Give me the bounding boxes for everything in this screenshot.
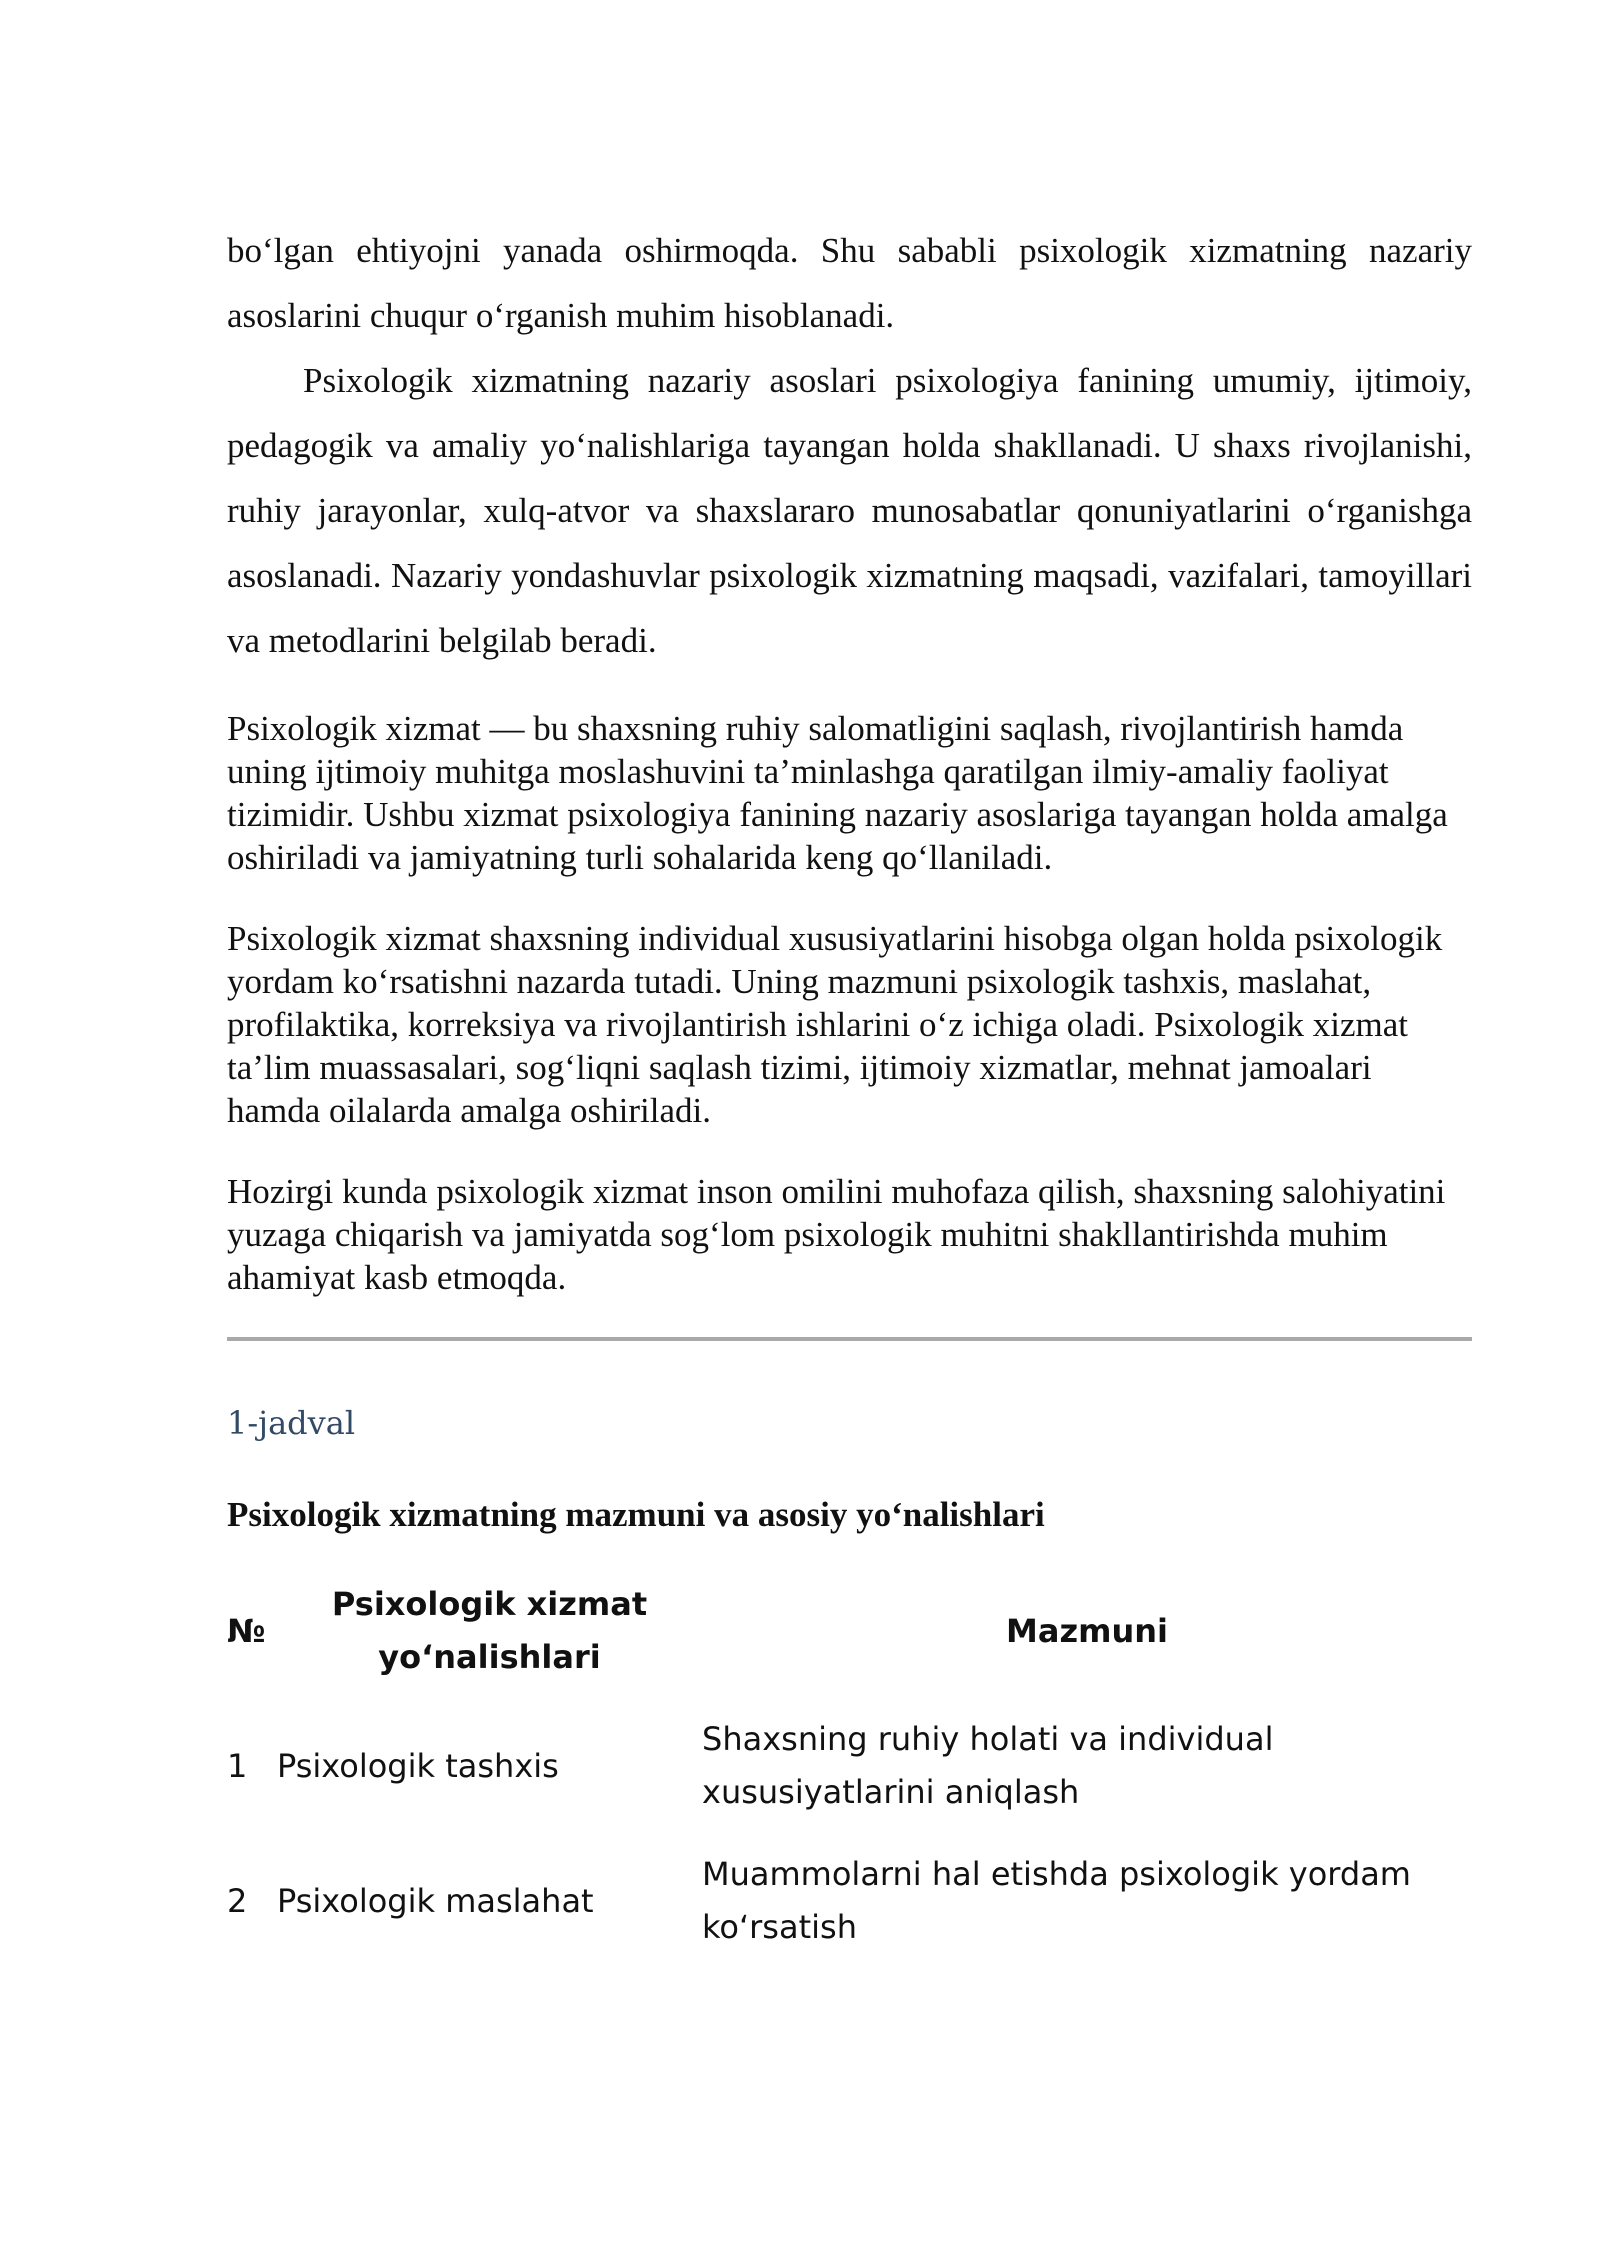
row-direction: Psixologik tashxis: [277, 1746, 559, 1785]
paragraph-importance: Hozirgi kunda psixologik xizmat inson omilini muhofaza qilish, shaxsning salohiyatini yuzaga chiqarish va jamiyatda sog‘lom psixologik muhitni shakllantirishda muhim ahamiyat kasb etmoqda.: [227, 1172, 1446, 1297]
table-title: Psixologik xizmatning mazmuni va asosiy yo‘nalishlari: [227, 1495, 1045, 1534]
table-header-row: [227, 1571, 1472, 1691]
row-number: 2: [227, 1881, 248, 1920]
row-content: Shaxsning ruhiy holati va individual xususiyatlarini aniqlash: [702, 1720, 1274, 1811]
header-direction: Psixologik xizmat yo‘nalishlari: [331, 1585, 648, 1676]
row-direction: Psixologik maslahat: [277, 1881, 594, 1920]
document-page: [227, 218, 1472, 1961]
header-content: Mazmuni: [1006, 1611, 1168, 1650]
row-content: Muammolarni hal etishda psixologik yordam ko‘rsatish: [702, 1855, 1411, 1946]
row-number: 1: [227, 1746, 248, 1785]
directions-table: [227, 1571, 1472, 1961]
paragraph-definition: Psixologik xizmat — bu shaxsning ruhiy salomatligini saqlash, rivojlantirish hamda uning ijtimoiy muhitga moslashuvini ta’minlashga qaratilgan ilmiy-amaliy faoliyat tizimidir. Ushbu xizmat psixologiya fanining nazariy asoslariga tayangan holda amalga oshiriladi va jamiyatning turli sohalarida keng qo‘llaniladi.: [227, 709, 1448, 877]
paragraph-intro-continuation: bo‘lgan ehtiyojni yanada oshirmoqda. Shu sababli psixologik xizmatning nazariy asoslarini chuqur o‘rganish muhim hisoblanadi.: [227, 231, 1472, 335]
header-number: №: [227, 1611, 266, 1650]
horizontal-divider: [227, 1337, 1472, 1341]
paragraph-content: Psixologik xizmat shaxsning individual xususiyatlarini hisobga olgan holda psixologik yordam ko‘rsatishni nazarda tutadi. Uning mazmuni psixologik tashxis, maslahat, profilaktika, korreksiya va rivojlantirish ishlarini o‘z ichiga oladi. Psixologik xizmat ta’lim muassasalari, sog‘liqni saqlash tizimi, ijtimoiy xizmatlar, mehnat jamoalari hamda oilalarda amalga oshiriladi.: [227, 919, 1443, 1130]
paragraph-theoretical-foundations: Psixologik xizmatning nazariy asoslari psixologiya fanining umumiy, ijtimoiy, pedagogik va amaliy yo‘nalishlariga tayangan holda shakllanadi. U shaxs rivojlanishi, ruhiy jarayonlar, xulq-atvor va shaxslararo munosabatlar qonuniyatlarini o‘rganishga asoslanadi. Nazariy yondashuvlar psixologik xizmatning maqsadi, vazifalari, tamoyillari va metodlarini belgilab beradi.: [227, 361, 1472, 660]
table-caption: 1-jadval: [227, 1404, 356, 1442]
table-row: [227, 1841, 1472, 1961]
table-row: [227, 1691, 1472, 1841]
